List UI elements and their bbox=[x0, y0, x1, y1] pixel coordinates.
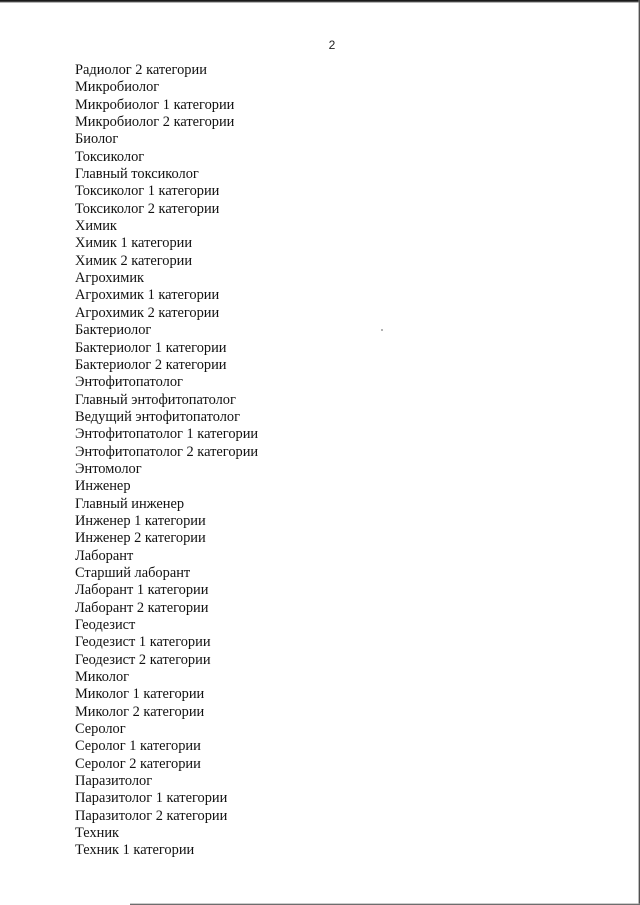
page-number: 2 bbox=[328, 38, 336, 52]
list-item: Микробиолог 2 категории bbox=[75, 114, 235, 131]
list-item: Лаборант 2 категории bbox=[75, 599, 209, 616]
list-item: Радиолог 2 категории bbox=[75, 62, 207, 78]
list-item: Миколог 2 категории bbox=[75, 703, 205, 720]
list-item: Главный энтофитопатолог bbox=[75, 391, 236, 408]
list-item: Геодезист bbox=[75, 617, 136, 633]
list-item: Серолог 2 категории bbox=[75, 755, 201, 772]
list-item: Микробиолог bbox=[75, 79, 160, 96]
list-item: Бактериолог bbox=[75, 322, 152, 339]
list-item: Химик bbox=[75, 218, 117, 235]
list-item: Энтофитопатолог 2 категории bbox=[75, 443, 259, 460]
list-item: Агрохимик 1 категории bbox=[75, 287, 220, 304]
list-item: Миколог 1 категории bbox=[75, 686, 205, 703]
list-item: Инженер 2 категории bbox=[75, 530, 206, 547]
list-item: Старший лаборант bbox=[75, 564, 191, 581]
list-item: Инженер 1 категории bbox=[75, 512, 206, 529]
list-item: Агрохимик bbox=[75, 270, 145, 287]
list-item: Паразитолог 2 категории bbox=[75, 807, 228, 824]
list-item: Геодезист 2 категории bbox=[75, 651, 211, 668]
list-item: Лаборант 1 категории bbox=[75, 582, 209, 599]
list-item: Главный инженер bbox=[75, 495, 185, 512]
list-item: Ведущий энтофитопатолог bbox=[75, 408, 240, 425]
list-item: Техник 1 категории bbox=[75, 842, 195, 859]
list-item: Серолог 1 категории bbox=[75, 738, 201, 755]
positions-list bbox=[75, 62, 258, 860]
list-item: Токсиколог 2 категории bbox=[75, 200, 220, 217]
list-item: Микробиолог 1 категории bbox=[75, 96, 235, 113]
list-item: Техник bbox=[75, 825, 120, 842]
scan-speck bbox=[381, 329, 383, 331]
list-item: Главный токсиколог bbox=[75, 166, 199, 183]
list-item: Инженер bbox=[75, 478, 131, 495]
list-item: Геодезист 1 категории bbox=[75, 634, 211, 651]
list-item: Химик 1 категории bbox=[75, 235, 193, 252]
list-item: Серолог bbox=[75, 721, 126, 738]
list-item: Токсиколог 1 категории bbox=[75, 183, 220, 200]
list-item: Бактериолог 1 категории bbox=[75, 339, 227, 356]
list-item: Биолог bbox=[75, 131, 119, 148]
list-item: Энтофитопатолог bbox=[75, 374, 183, 391]
list-item: Токсиколог bbox=[75, 148, 145, 165]
list-item: Паразитолог bbox=[75, 773, 153, 790]
list-item: Паразитолог 1 категории bbox=[75, 790, 228, 807]
list-item: Энтофитопатолог 1 категории bbox=[75, 426, 259, 443]
list-item: Миколог bbox=[75, 669, 130, 686]
list-item: Бактериолог 2 категории bbox=[75, 356, 227, 373]
scan-border-top bbox=[0, 0, 640, 3]
list-item: Агрохимик 2 категории bbox=[75, 304, 220, 321]
list-item: Лаборант bbox=[75, 547, 134, 564]
list-item: Химик 2 категории bbox=[75, 252, 193, 269]
list-item: Энтомолог bbox=[75, 460, 142, 477]
